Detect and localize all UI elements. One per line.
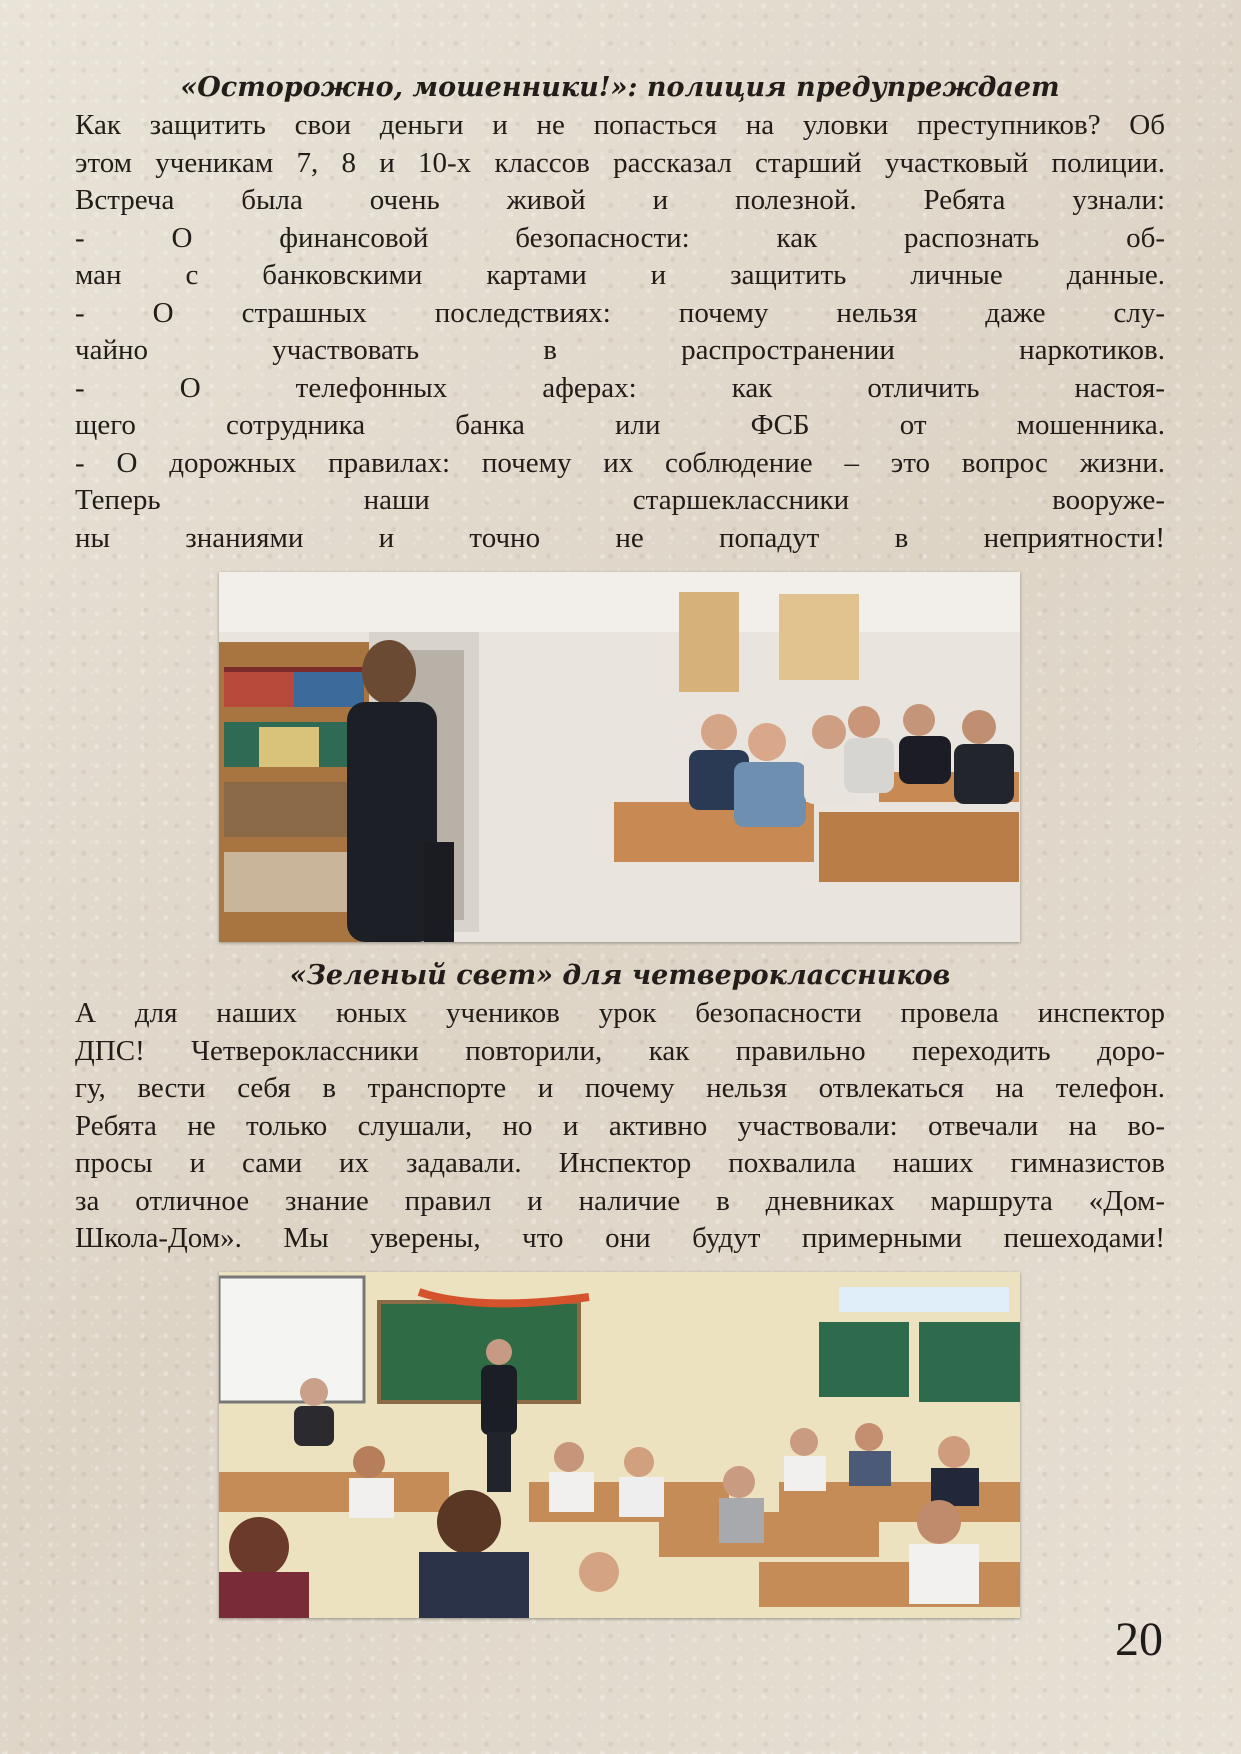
article2-line: просы и сами их задавали. Инспектор похвалила наших гимназистов: [75, 1147, 1165, 1179]
article1-line: Как защитить свои деньги и не попасться на уловки преступников? Об: [75, 109, 1165, 141]
article1-line: чайно участвовать в распространении наркотиков.: [75, 334, 1165, 366]
article1-body: [75, 107, 1165, 557]
article1-line: этом ученикам 7, 8 и 10-х классов рассказал старший участковый полиции.: [75, 146, 1165, 179]
article1-line: ман с банковскими картами и защитить личные данные.: [75, 259, 1165, 291]
article1-line: Теперь наши старшеклассники вооруже-: [75, 484, 1165, 516]
article1-heading: «Осторожно, мошенники!»: полиция предупреждает: [180, 72, 1060, 103]
article2-heading: «Зеленый свет» для четвероклассников: [289, 960, 951, 991]
article2-line: Школа-Дом». Мы уверены, что они будут примерными пешеходами!: [75, 1222, 1165, 1254]
article2-body: [75, 995, 1165, 1258]
article1-line: - О дорожных правилах: почему их соблюдение – это вопрос жизни.: [75, 446, 1165, 479]
article2-line: гу, вести себя в транспорте и почему нельзя отвлекаться на телефон.: [75, 1072, 1165, 1104]
photo-traffic-inspector-classroom: [219, 1272, 1020, 1618]
photo-police-officer-classroom: [219, 572, 1020, 942]
article1-line: - О финансовой безопасности: как распознать об-: [75, 221, 1165, 254]
page-number: 20: [1115, 1613, 1163, 1666]
article1-line: Встреча была очень живой и полезной. Ребята узнали:: [75, 184, 1165, 216]
article2-line: за отличное знание правил и наличие в дневниках маршрута «Дом-: [75, 1184, 1165, 1217]
article2-line: ДПС! Четвероклассники повторили, как правильно переходить доро-: [75, 1034, 1165, 1067]
article2-line: Ребята не только слушали, но и активно участвовали: отвечали на во-: [75, 1109, 1165, 1142]
photo2-illustration: [219, 1272, 1020, 1618]
article1-line: - О страшных последствиях: почему нельзя даже слу-: [75, 296, 1165, 329]
article1-line: ны знаниями и точно не попадут в неприятности!: [75, 521, 1165, 554]
photo1-illustration: [219, 572, 1020, 942]
article1-line: щего сотрудника банка или ФСБ от мошенника.: [75, 409, 1165, 441]
article1-line: - О телефонных аферах: как отличить настоя-: [75, 371, 1165, 404]
article2-line: А для наших юных учеников урок безопасности провела инспектор: [75, 997, 1165, 1029]
